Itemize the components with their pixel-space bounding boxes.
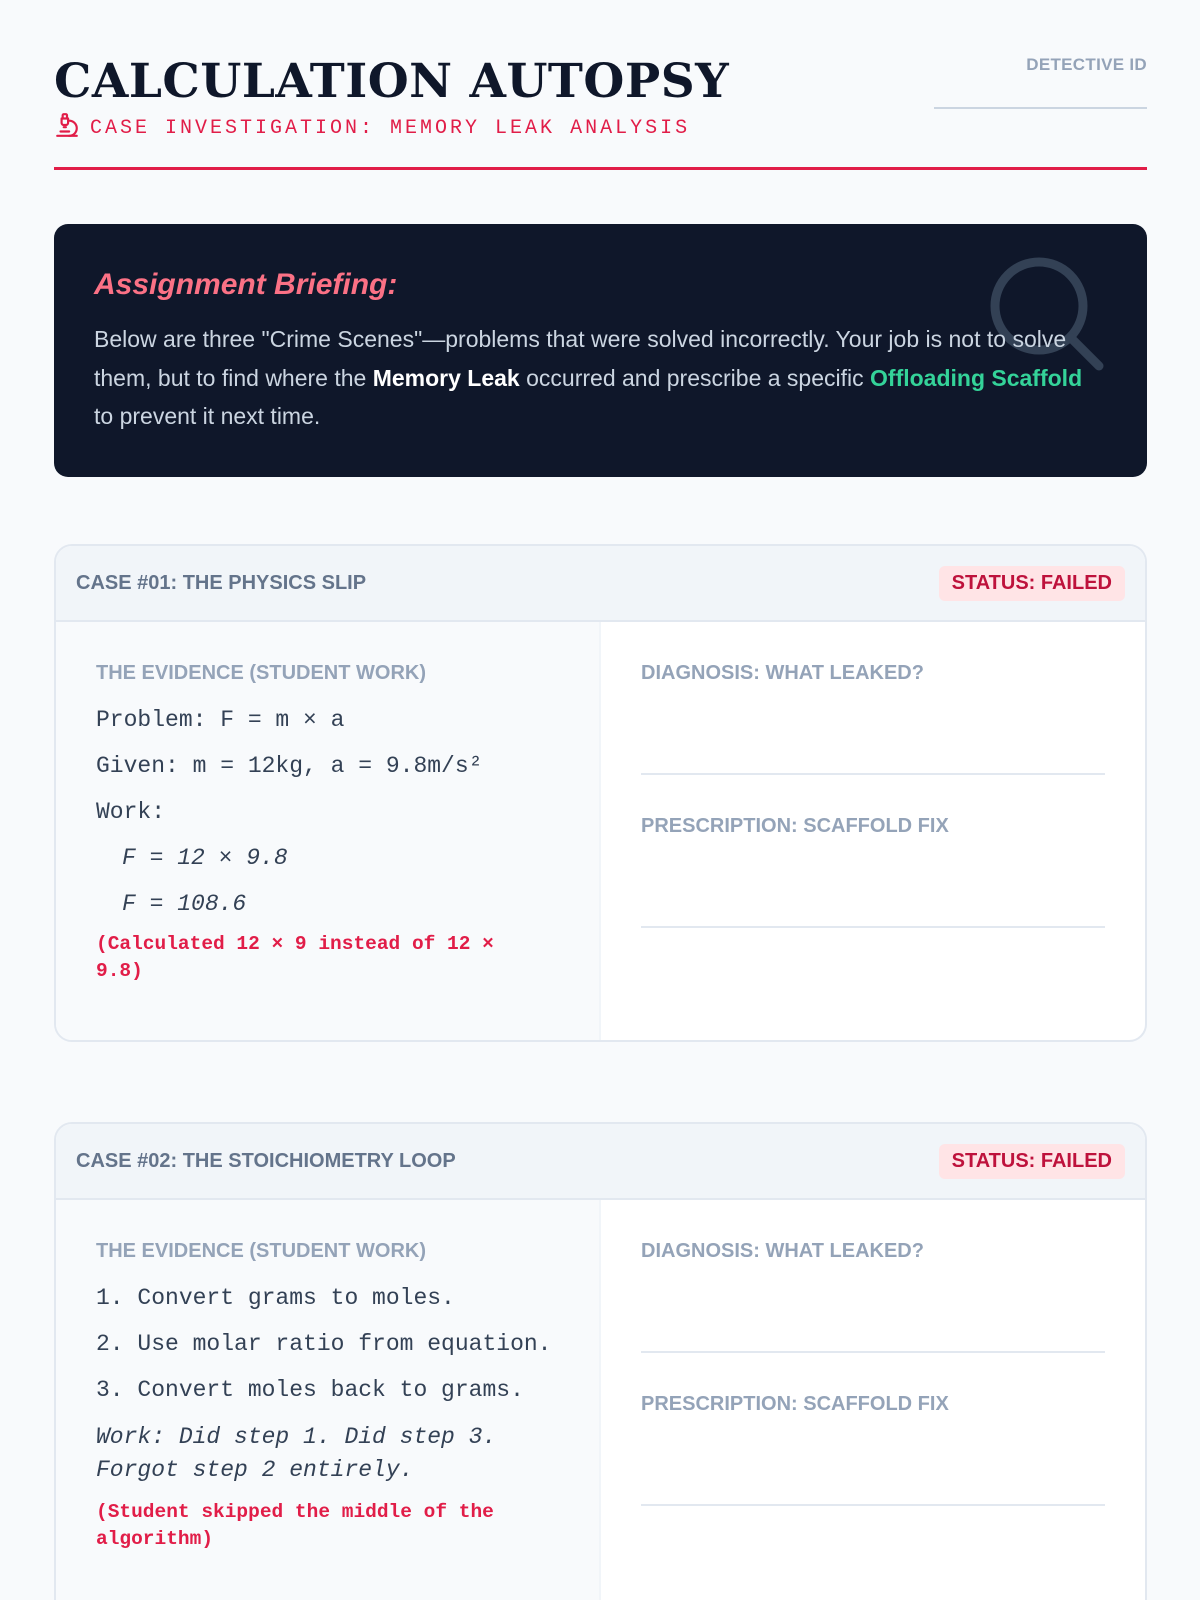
detective-id-label: DETECTIVE ID [1026, 55, 1147, 74]
case-title: CASE #02: THE STOICHIOMETRY LOOP [76, 1149, 456, 1172]
error-note: (Student skipped the middle of the algorithm) [96, 1501, 494, 1550]
microscope-icon [54, 112, 80, 145]
evidence-line: F = 108.6 [122, 891, 247, 917]
status-badge: STATUS: FAILED [939, 566, 1125, 601]
case-body [56, 1200, 1145, 1600]
assignment-briefing [54, 224, 1147, 477]
evidence-line: F = 12 × 9.8 [122, 845, 288, 871]
evidence-column [56, 622, 601, 1042]
evidence-lines [96, 705, 559, 919]
page-header [54, 0, 1147, 170]
evidence-line: Work: [96, 799, 166, 825]
briefing-text-part1: Below are three "Crime Scenes"—problems that were solved incorrectly. Your job is not to solve them, but to find where the [94, 326, 1067, 391]
case-title: CASE #01: THE PHYSICS SLIP [76, 571, 367, 594]
case-header [56, 1124, 1145, 1200]
error-note: (Calculated 12 × 9 instead of 12 × 9.8) [96, 933, 494, 982]
subtitle-text: CASE INVESTIGATION: MEMORY LEAK ANALYSIS [90, 117, 691, 140]
evidence-line: Given: m = 12kg, a = 9.8m/s² [96, 753, 483, 779]
evidence-label: THE EVIDENCE (STUDENT WORK) [96, 1240, 426, 1262]
status-badge: STATUS: FAILED [939, 1144, 1125, 1179]
briefing-text-part2: occurred and prescribe a specific [519, 364, 871, 391]
evidence-line: 1. Convert grams to moles. [96, 1285, 455, 1311]
page-title: CALCULATION AUTOPSY [54, 54, 730, 109]
briefing-text-part3: to prevent it next time. [94, 403, 321, 429]
evidence-lines [96, 1283, 559, 1487]
diagnosis-column [601, 622, 1145, 1042]
briefing-title: Assignment Briefing: [94, 268, 398, 301]
case-body [56, 622, 1145, 1042]
detective-id-field[interactable] [934, 55, 1147, 109]
prescription-answer-line[interactable] [641, 1504, 1105, 1506]
evidence-line: 2. Use molar ratio from equation. [96, 1331, 552, 1357]
case-card-01 [54, 544, 1147, 1042]
worksheet-page [54, 0, 1147, 1550]
case-header [56, 546, 1145, 622]
prescription-label: PRESCRIPTION: SCAFFOLD FIX [641, 815, 949, 837]
diagnosis-answer-line[interactable] [641, 773, 1105, 775]
diagnosis-label: DIAGNOSIS: WHAT LEAKED? [641, 1240, 924, 1262]
diagnosis-answer-line[interactable] [641, 1351, 1105, 1353]
case-card-02 [54, 1122, 1147, 1600]
detective-id-line[interactable] [934, 107, 1147, 109]
offloading-scaffold-highlight: Offloading Scaffold [870, 364, 1083, 391]
memory-leak-highlight: Memory Leak [372, 364, 520, 391]
evidence-column [56, 1200, 601, 1600]
evidence-line: Work: Did step 1. Did step 3. Forgot step 2 entirely. [96, 1424, 497, 1483]
diagnosis-label: DIAGNOSIS: WHAT LEAKED? [641, 662, 924, 684]
briefing-text [94, 320, 1094, 436]
evidence-label: THE EVIDENCE (STUDENT WORK) [96, 662, 426, 684]
prescription-label: PRESCRIPTION: SCAFFOLD FIX [641, 1393, 949, 1415]
evidence-line: 3. Convert moles back to grams. [96, 1377, 524, 1403]
diagnosis-column [601, 1200, 1145, 1600]
prescription-answer-line[interactable] [641, 926, 1105, 928]
evidence-line: Problem: F = m × a [96, 707, 345, 733]
page-subtitle [54, 112, 690, 145]
